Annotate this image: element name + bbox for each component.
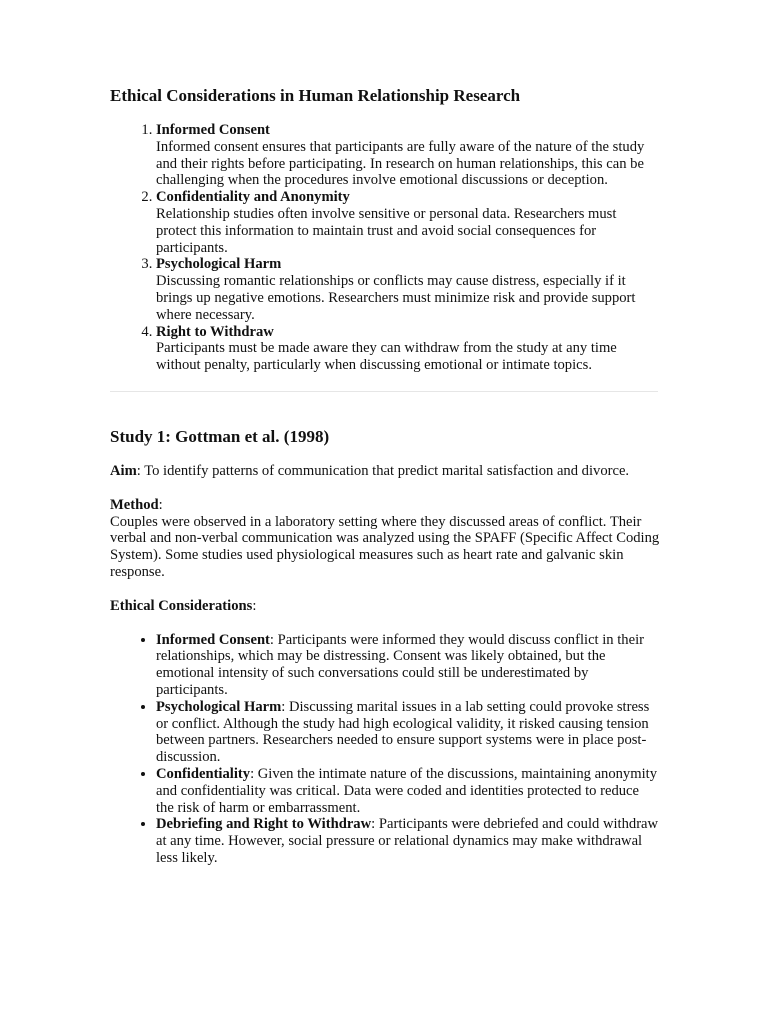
- bullet-item: [156, 816, 660, 866]
- ethics-bullet-list: [110, 632, 660, 867]
- item-title: 2. Confidentiality and Anonymity: [156, 189, 350, 206]
- method-label: Method: [110, 496, 159, 513]
- item-title: 1. Informed Consent: [156, 122, 270, 138]
- ethics-label: Ethical Considerations: [110, 597, 253, 614]
- aim-paragraph: [110, 463, 660, 480]
- bullet-item: [156, 699, 660, 766]
- document-page: [110, 86, 660, 867]
- item-title: 3. Psychological Harm: [156, 256, 282, 273]
- bullet-label: Debriefing and Right to Withdraw: [156, 816, 372, 833]
- list-item: [156, 256, 660, 323]
- section-title: Ethical Considerations in Human Relationship Research: [110, 86, 521, 105]
- list-item: [156, 122, 660, 189]
- item-body: Discussing romantic relationships or conflicts may cause distress, especially if it brings up negative emotions. Researchers must minimize risk and provide support where necessary.: [156, 273, 636, 323]
- item-body: Relationship studies often involve sensitive or personal data. Researchers must protect this information to maintain trust and avoid social consequences for participants.: [156, 205, 617, 256]
- ethics-heading: [110, 598, 660, 615]
- list-item: [156, 189, 660, 256]
- bullet-text: : Participants were informed they would discuss conflict in their relationships, which may be distressing. Consent was likely obtained, but the emotional intensity of such conversations could still be underestimated by participants.: [156, 631, 645, 698]
- bullet-text: : Given the intimate nature of the discussions, maintaining anonymity and confidentiality was critical. Data were coded and identities protected to reduce the risk of harm or embarrassment.: [156, 765, 657, 816]
- item-title: 4. Right to Withdraw: [156, 323, 274, 340]
- study-title: Study 1: Gottman et al. (1998): [110, 426, 330, 446]
- bullet-item: [156, 632, 660, 699]
- section-divider: [110, 391, 658, 392]
- bullet-label: Psychological Harm: [156, 698, 282, 715]
- bullet-label: Informed Consent: [156, 631, 270, 648]
- method-heading: [110, 497, 660, 514]
- ethics-colon: :: [252, 597, 257, 614]
- bullet-text: : Participants were debriefed and could withdraw at any time. However, social pressure or relational dynamics may make withdrawal less likely.: [156, 816, 659, 866]
- item-body: Participants must be made aware they can withdraw from the study at any time without penalty, particularly when discussing emotional or intimate topics.: [156, 340, 617, 374]
- method-text: Couples were observed in a laboratory setting where they discussed areas of conflict. Their verbal and non-verbal communication was analyzed using the SPAFF (Specific Affect Coding System). Some studies used physiological measures such as heart rate and galvanic skin response.: [110, 513, 660, 580]
- ethics-numbered-list: [110, 122, 660, 374]
- list-item: [156, 324, 660, 374]
- bullet-item: [156, 766, 660, 816]
- bullet-label: Confidentiality: [156, 765, 251, 782]
- aim-label: Aim: [110, 462, 137, 479]
- item-body: Informed consent ensures that participants are fully aware of the nature of the study and their rights before participating. In research on human relationships, this can be challenging when the procedures involve emotional discussions or deception.: [156, 138, 645, 189]
- bullet-text: : Discussing marital issues in a lab setting could provoke stress or conflict. Although the study had high ecological validity, it risked causing tension between partners. Researchers needed to ensure support systems were in place post-discussion.: [156, 698, 650, 766]
- method-colon: :: [158, 496, 163, 513]
- aim-text: : To identify patterns of communication that predict marital satisfaction and divorce.: [136, 462, 630, 479]
